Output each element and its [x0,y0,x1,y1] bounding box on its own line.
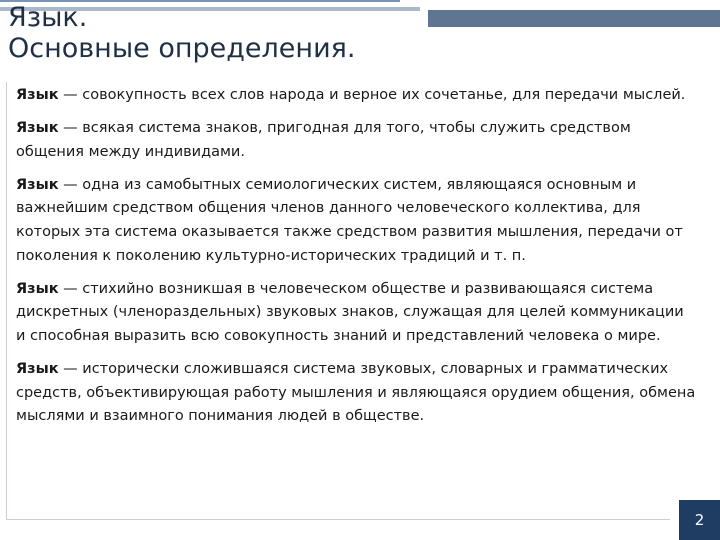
definition-item [16,358,696,429]
definition-text: — стихийно возникшая в человеческом обществе и развивающаяся система дискретных (членораздельных) звуковых знаков, служащая для целей коммуникации и способная выразить всю совокупность знаний и представлений человека о мире. [16,280,684,344]
content-left-border [6,82,7,519]
definition-text: — всякая система знаков, пригодная для того, чтобы служить средством общения между индивидами. [16,120,631,160]
page-number-badge: 2 [679,500,720,540]
definition-text: — исторически сложившаяся система звуковых, словарных и грамматических средств, объективирующая работу мышления и являющаяся орудием общения, обмена мыслями и взаимного понимания людей в обществе. [16,360,696,425]
definition-term: Язык [16,87,59,103]
definition-item [16,278,696,349]
content-bottom-border [6,519,670,520]
definition-term: Язык [16,280,59,297]
definition-item [16,84,696,108]
slide-title-line-1: Язык. [8,2,88,33]
definition-text: — одна из самобытных семиологических систем, являющаяся основным и важнейшим средством общения членов данного человеческого коллектива, для которых эта система оказывается также средством развития мышления, передачи от поколения к поколению культурно-исторических традиций и т. п. [16,176,683,264]
definition-item [16,174,696,268]
header-accent-bar-right [428,10,720,27]
definitions-list [16,84,696,438]
definition-term: Язык [16,176,59,193]
definition-term: Язык [16,360,59,377]
definition-item [16,117,696,164]
definition-text: — совокупность всех слов народа и верное их сочетанье, для передачи мыслей. [58,87,686,103]
slide-title-line-2: Основные определения. [8,33,356,64]
slide-title [8,2,355,64]
definition-term: Язык [16,120,59,137]
